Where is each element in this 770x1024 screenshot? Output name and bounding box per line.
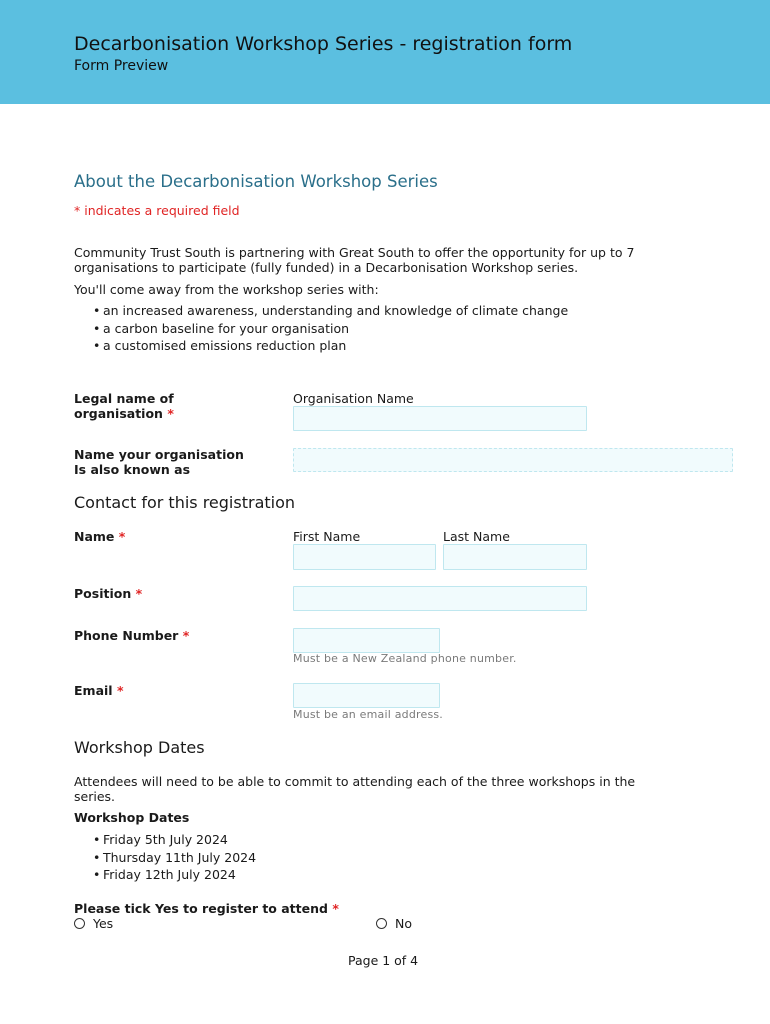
position-label (74, 586, 142, 601)
aka-label-line2: Is also known as (74, 462, 191, 477)
first-name-sublabel: First Name (293, 529, 361, 544)
intro-line-1: Community Trust South is partnering with Great South to offer the opportunity for up to 7 (74, 245, 635, 260)
tick-label-text: Please tick Yes to register to attend (74, 901, 328, 916)
form-subtitle: Form Preview (74, 58, 169, 74)
required-star: * (116, 683, 124, 698)
page-indicator: Page 1 of 4 (348, 953, 419, 968)
name-label (74, 529, 125, 544)
required-star: * (332, 901, 339, 916)
legal-name-label (74, 391, 174, 421)
aka-label (74, 447, 244, 477)
list-item: • Friday 5th July 2024 (93, 831, 256, 849)
required-star: * (182, 628, 190, 643)
commit-line-2: series. (74, 789, 115, 804)
no-label: No (395, 916, 412, 931)
yes-option[interactable] (74, 916, 113, 931)
email-label-text: Email (74, 683, 113, 698)
list-item: • an increased awareness, understanding and knowledge of climate change (93, 302, 568, 320)
form-header (0, 0, 770, 104)
dates-list (93, 831, 256, 884)
first-name-input[interactable] (293, 544, 436, 570)
phone-input[interactable] (293, 628, 440, 653)
org-name-input[interactable] (293, 406, 587, 431)
email-label (74, 683, 123, 698)
legal-name-label-line1: Legal name of (74, 391, 174, 406)
legal-name-label-line2: organisation (74, 406, 163, 421)
phone-hint: Must be a New Zealand phone number. (293, 652, 517, 665)
position-label-text: Position (74, 586, 132, 601)
required-star: * (167, 406, 174, 421)
last-name-input[interactable] (443, 544, 587, 570)
about-heading: About the Decarbonisation Workshop Series (74, 172, 438, 191)
intro-line-2: organisations to participate (fully funded) in a Decarbonisation Workshop series. (74, 260, 579, 275)
no-option[interactable] (376, 916, 412, 931)
phone-label (74, 628, 189, 643)
position-input[interactable] (293, 586, 587, 611)
aka-input[interactable] (293, 448, 733, 472)
workshop-heading: Workshop Dates (74, 738, 205, 757)
tick-label (74, 901, 339, 916)
radio-button-icon[interactable] (74, 918, 85, 929)
required-star: * (135, 586, 143, 601)
commit-paragraph (74, 774, 635, 804)
required-star: * (118, 529, 126, 544)
phone-label-text: Phone Number (74, 628, 179, 643)
dates-title: Workshop Dates (74, 810, 190, 825)
list-item: • a carbon baseline for your organisation (93, 320, 568, 338)
form-title: Decarbonisation Workshop Series - registration form (74, 33, 573, 55)
org-name-sublabel: Organisation Name (293, 391, 414, 406)
email-hint: Must be an email address. (293, 708, 444, 721)
list-item: • Friday 12th July 2024 (93, 866, 256, 884)
commit-line-1: Attendees will need to be able to commit to attending each of the three workshops in the (74, 774, 636, 789)
list-item: • a customised emissions reduction plan (93, 337, 568, 355)
name-label-text: Name (74, 529, 115, 544)
contact-heading: Contact for this registration (74, 493, 296, 512)
email-input[interactable] (293, 683, 440, 708)
yes-label: Yes (93, 916, 114, 931)
radio-button-icon[interactable] (376, 918, 387, 929)
required-note: * indicates a required field (74, 203, 240, 218)
list-item: • Thursday 11th July 2024 (93, 849, 256, 867)
intro-paragraph (74, 245, 634, 275)
last-name-sublabel: Last Name (443, 529, 510, 544)
benefits-list (93, 302, 568, 355)
come-away-text: You'll come away from the workshop series with: (74, 282, 379, 297)
aka-label-line1: Name your organisation (74, 447, 244, 462)
